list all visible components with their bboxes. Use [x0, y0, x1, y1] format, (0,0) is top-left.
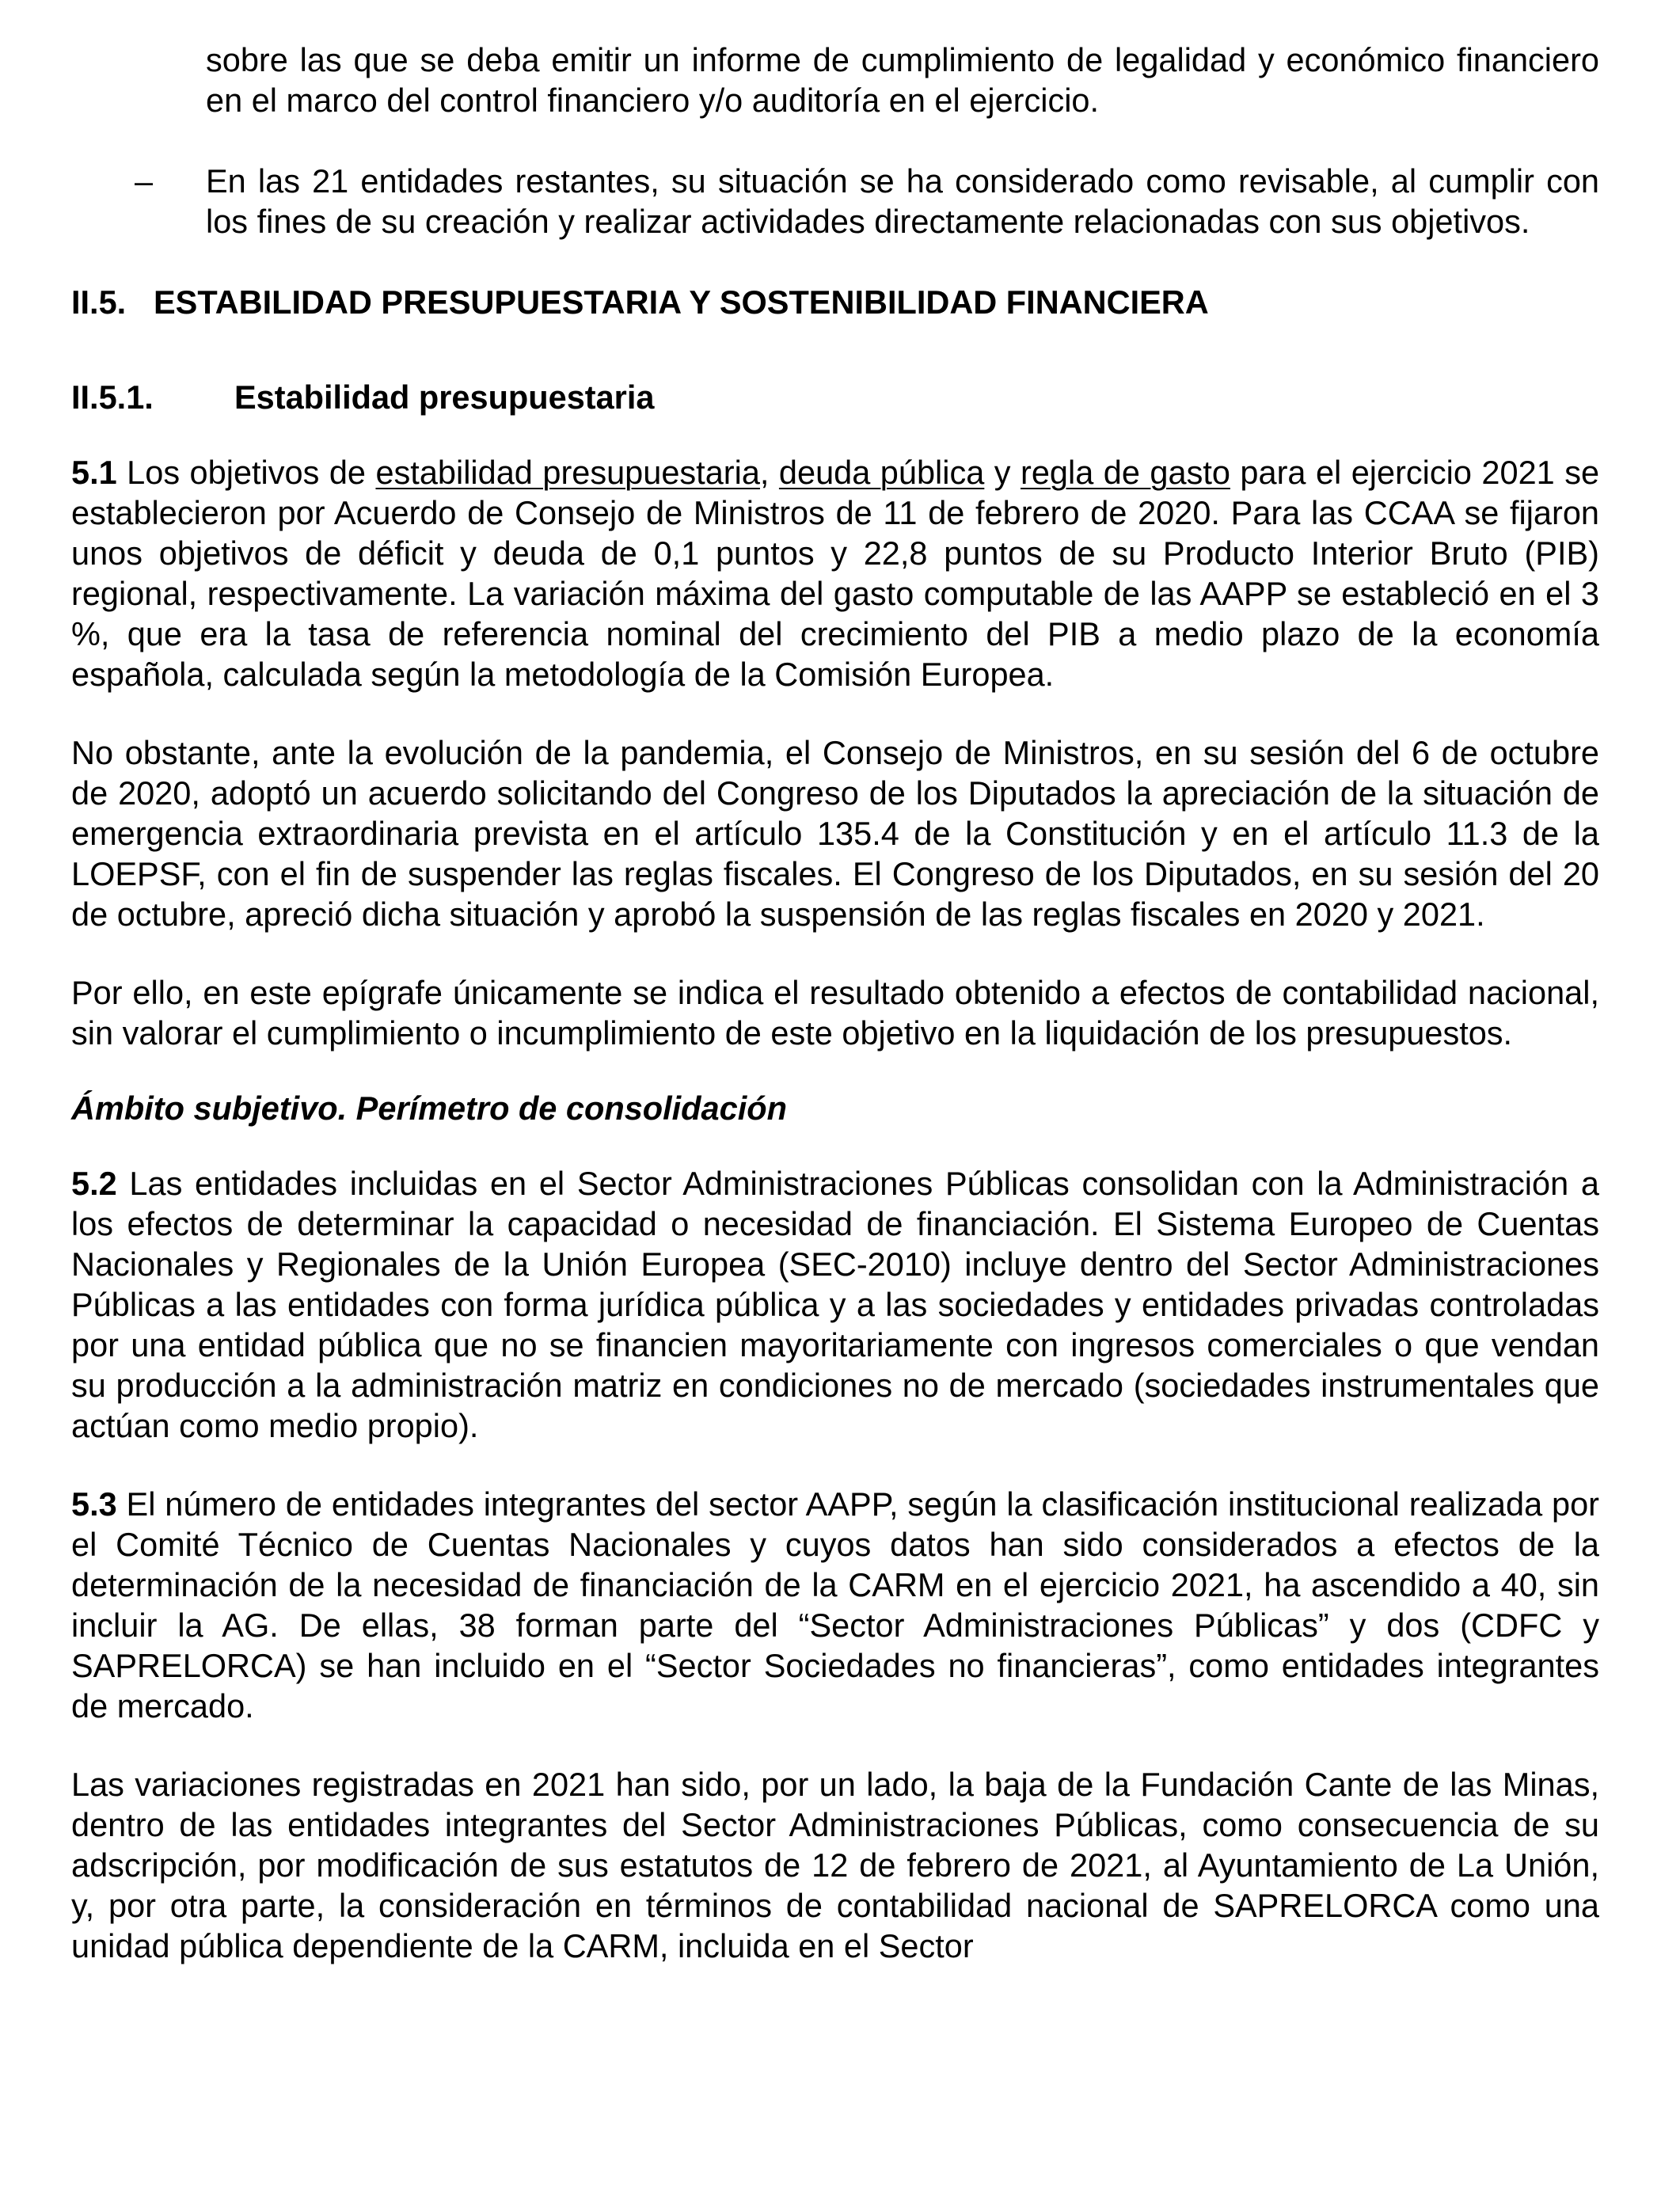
- text-run: Los objetivos de: [116, 454, 376, 491]
- section-number: II.5.: [71, 283, 127, 321]
- paragraph-5-1: [71, 452, 1599, 694]
- section-heading: [71, 282, 1599, 322]
- continuation-paragraph: sobre las que se deba emitir un informe de cumplimiento de legalidad y económico financiero en el marco del control financiero y/o auditoría en el ejercicio.: [206, 41, 1599, 119]
- text-run: y: [984, 454, 1021, 491]
- underlined-term: deuda pública: [778, 454, 985, 491]
- subsection-heading: [71, 377, 1599, 417]
- subsection-number: II.5.1.: [71, 378, 154, 416]
- document-page: [71, 40, 1599, 1966]
- heading-ambito-subjetivo: Ámbito subjetivo. Perímetro de consolidación: [71, 1089, 787, 1127]
- paragraph-5-2: [71, 1163, 1599, 1446]
- paragraph-number: 5.2: [71, 1165, 117, 1202]
- paragraph-no-obstante: No obstante, ante la evolución de la pandemia, el Consejo de Ministros, en su sesión del 6 de octubre de 2020, adoptó un acuerdo solicitando del Congreso de los Diputados la apreciación de la situación de emergencia extraordinaria prevista en el artículo 135.4 de la Constitución y en el artículo 11.3 de la LOEPSF, con el fin de suspender las reglas fiscales. El Congreso de los Diputados, en su sesión del 20 de octubre, apreció dicha situación y aprobó la suspensión de las reglas fiscales en 2020 y 2021.: [71, 734, 1599, 933]
- paragraph-variaciones: Las variaciones registradas en 2021 han sido, por un lado, la baja de la Fundación Cante de las Minas, dentro de las entidades integrantes del Sector Administraciones Públicas, como consecuencia de su adscripción, por modificación de sus estatutos de 12 de febrero de 2021, al Ayuntamiento de La Unión, y, por otra parte, la consideración en términos de contabilidad nacional de SAPRELORCA como una unidad pública dependiente de la CARM, incluida en el Sector: [71, 1766, 1599, 1964]
- section-title: ESTABILIDAD PRESUPUESTARIA Y SOSTENIBILIDAD FINANCIERA: [154, 283, 1209, 321]
- text-run: para el ejercicio 2021 se establecieron por Acuerdo de Consejo de Ministros de 11 de febrero de 2020. Para las CCAA se fijaron unos objetivos de déficit y deuda de 0,1 puntos y 22,8 puntos de su Producto Interior Bruto (PIB) regional, respectivamente. La variación máxima del gasto computable de las AAPP se estableció en el 3 %, que era la tasa de referencia nominal del crecimiento del PIB a medio plazo de la economía española, calculada según la metodología de la Comisión Europea.: [71, 454, 1600, 693]
- dash-marker: –: [135, 162, 154, 200]
- paragraph-por-ello: Por ello, en este epígrafe únicamente se indica el resultado obtenido a efectos de contabilidad nacional, sin valorar el cumplimiento o incumplimiento de este objetivo en la liquidación de los presupuestos.: [71, 974, 1599, 1051]
- underlined-term: estabilidad presupuestaria: [375, 454, 760, 491]
- subsection-title: Estabilidad presupuestaria: [234, 378, 655, 416]
- dash-item-text: En las 21 entidades restantes, su situación se ha considerado como revisable, al cumplir con los fines de su creación y realizar actividades directamente relacionadas con sus objetivos.: [206, 162, 1599, 240]
- text-run: El número de entidades integrantes del sector AAPP, según la clasificación institucional realizada por el Comité Técnico de Cuentas Nacionales y cuyos datos han sido considerados a efectos de la determinación de la necesidad de financiación de la CARM en el ejercicio 2021, ha ascendido a 40, sin incluir la AG. De ellas, 38 forman parte del “Sector Administraciones Públicas” y dos (CDFC y SAPRELORCA) se han incluido en el “Sector Sociedades no financieras”, como entidades integrantes de mercado.: [71, 1485, 1599, 1725]
- text-run: ,: [759, 454, 779, 491]
- paragraph-number: 5.3: [71, 1485, 117, 1523]
- paragraph-5-3: [71, 1484, 1599, 1726]
- underlined-term: regla de gasto: [1021, 454, 1230, 491]
- dash-list-item: [135, 161, 1599, 241]
- paragraph-number: 5.1: [71, 454, 117, 491]
- text-run: Las entidades incluidas en el Sector Administraciones Públicas consolidan con la Administración a los efectos de determinar la capacidad o necesidad de financiación. El Sistema Europeo de Cuentas Nacionales y Regionales de la Unión Europea (SEC-2010) incluye dentro del Sector Administraciones Públicas a las entidades con forma jurídica pública y a las sociedades y entidades privadas controladas por una entidad pública que no se financien mayoritariamente con ingresos comerciales o que vendan su producción a la administración matriz en condiciones no de mercado (sociedades instrumentales que actúan como medio propio).: [71, 1165, 1599, 1444]
